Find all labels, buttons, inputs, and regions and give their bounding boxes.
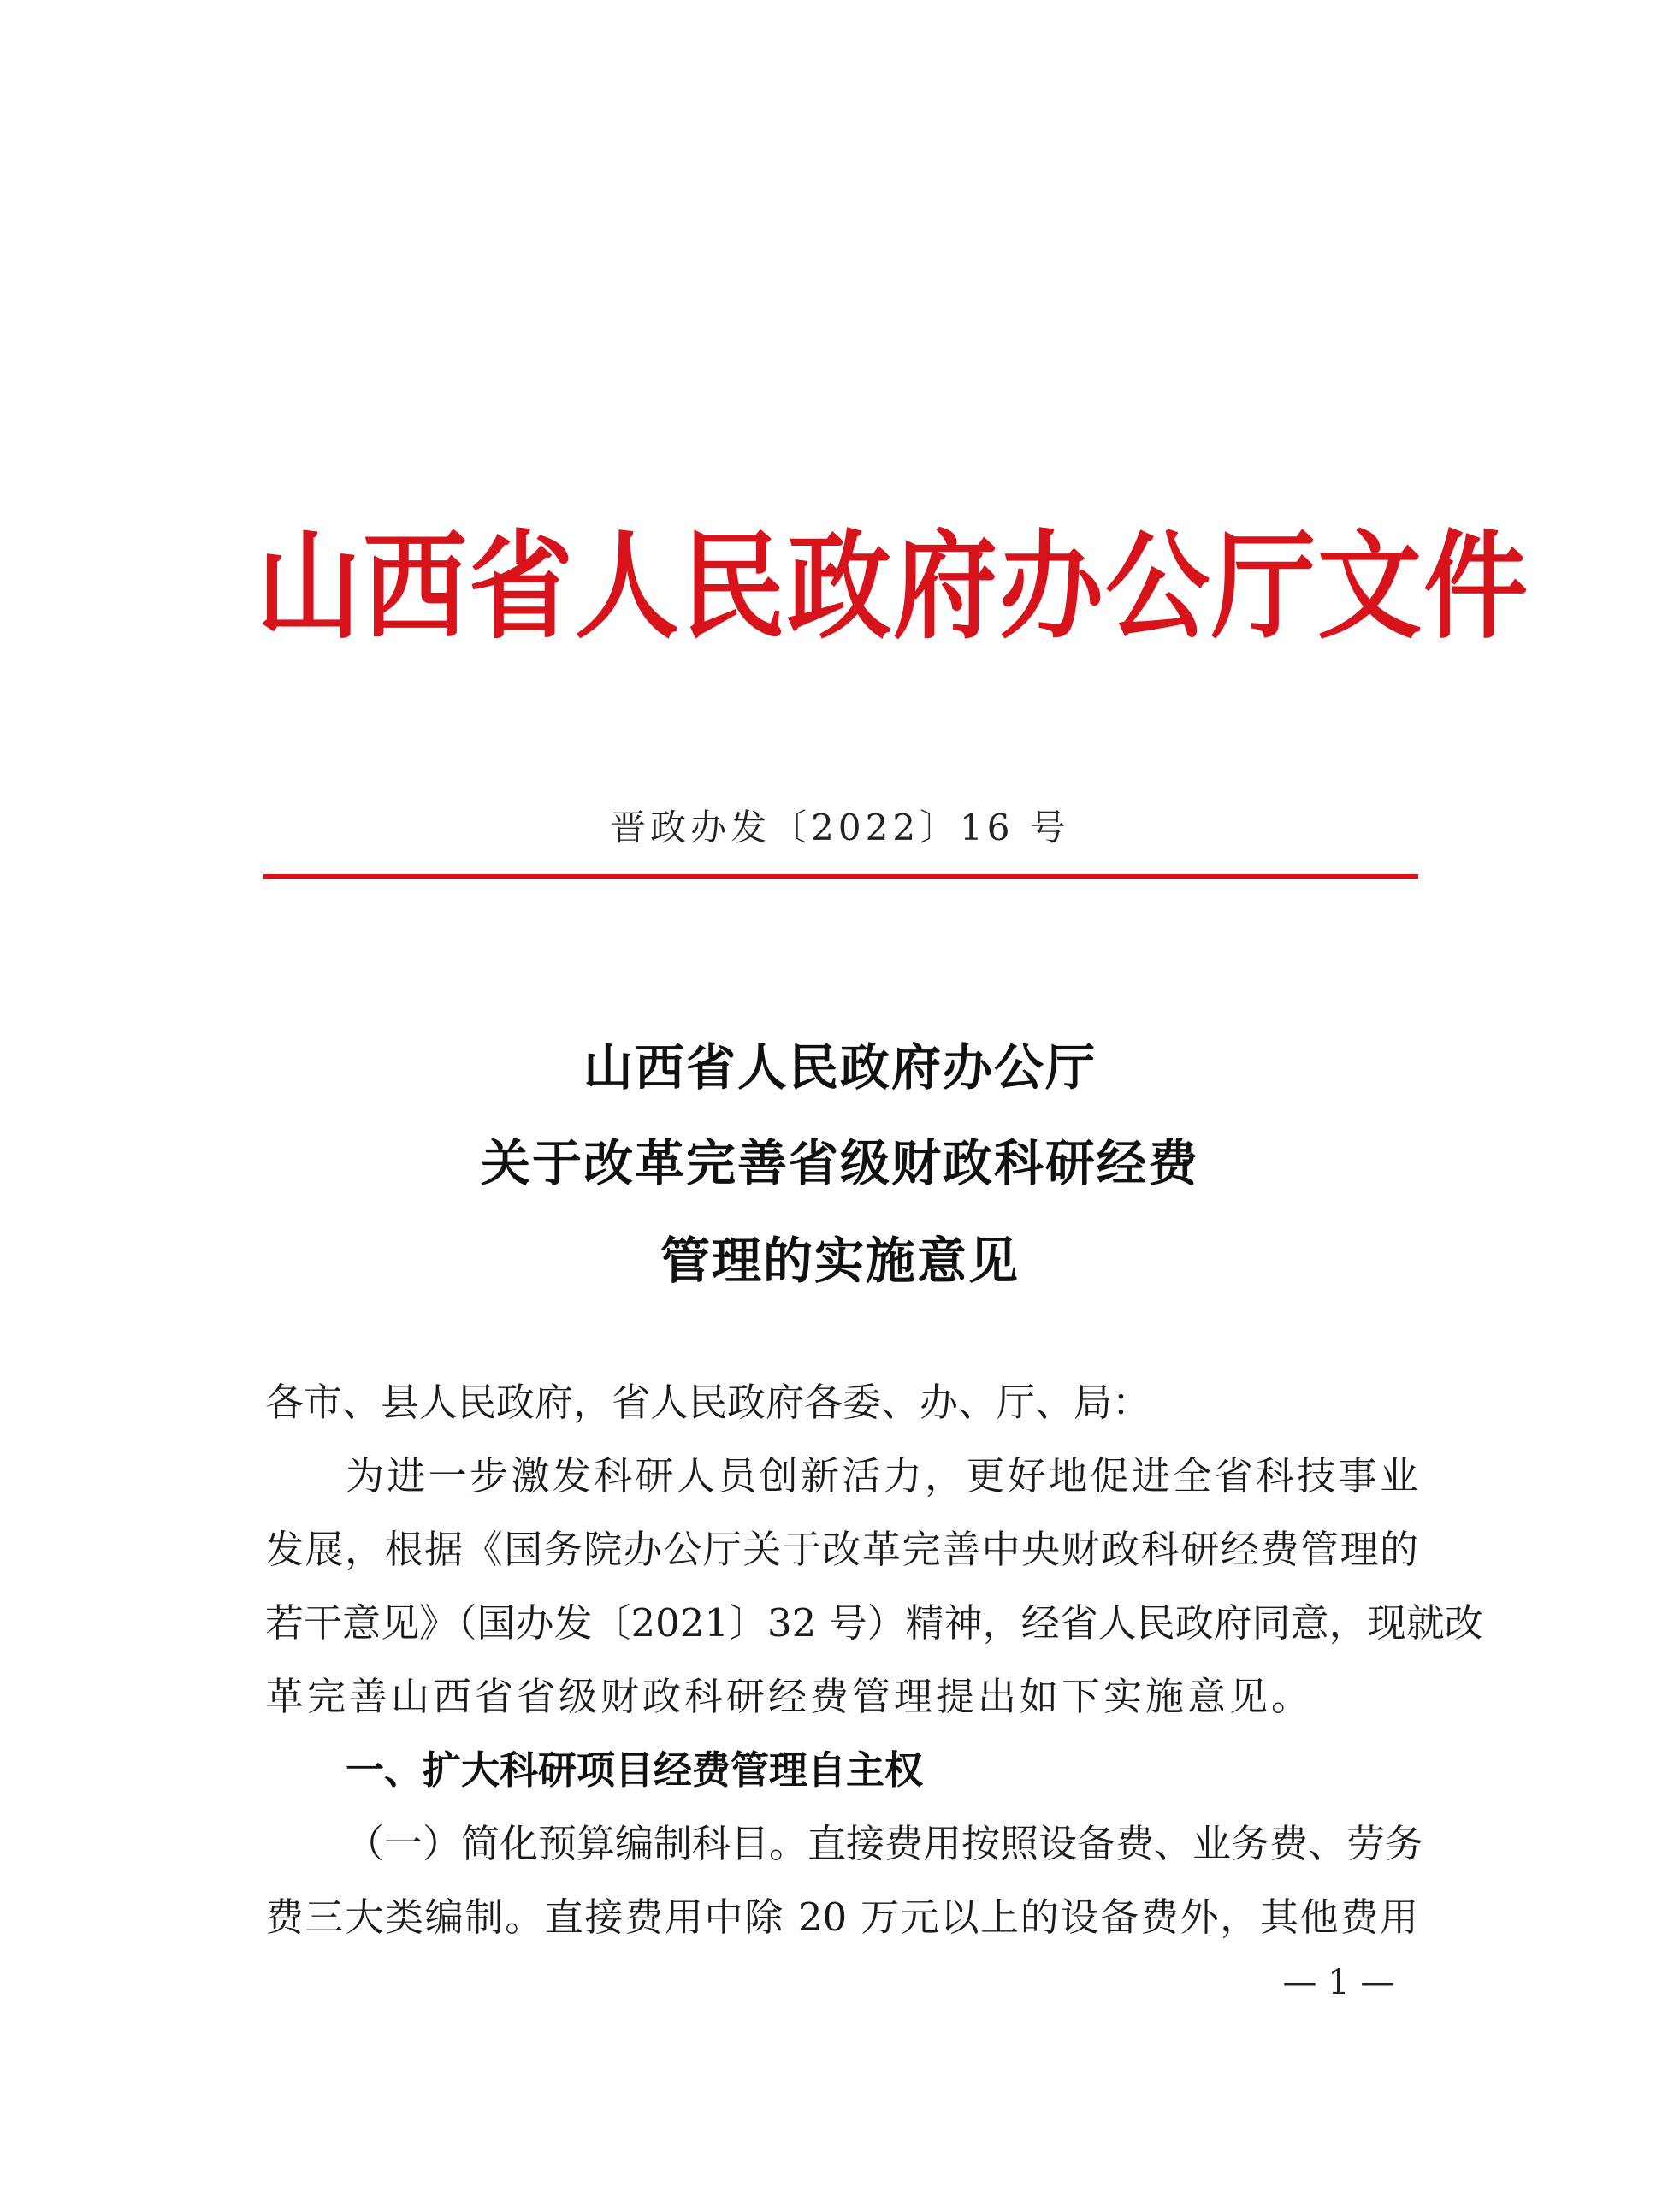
- document-title-line-3: 管理的实施意见: [660, 1232, 1020, 1290]
- addressee: 各市、县人民政府，省人民政府各委、办、厅、局：: [265, 1380, 1151, 1425]
- document-title-line-1: 山西省人民政府办公厅: [583, 1038, 1097, 1096]
- intro-line-2: 发展，根据《国务院办公厅关于改革完善中央财政科研经费管理的: [265, 1527, 1418, 1572]
- intro-line-3: 若干意见》（国办发〔2021〕32 号）精神，经省人民政府同意，现就改: [265, 1600, 1483, 1646]
- intro-line-4: 革完善山西省省级财政科研经费管理提出如下实施意见。: [265, 1674, 1314, 1719]
- section-1-line-2: 费三大类编制。直接费用中除 20 万元以上的设备费外，其他费用: [265, 1894, 1418, 1940]
- page-number: — 1 —: [1282, 1963, 1395, 2002]
- section-1-line-1: （一）简化预算编制科目。直接费用按照设备费、业务费、劳务: [346, 1821, 1424, 1866]
- issuer-banner: 山西省人民政府办公厅文件: [257, 517, 1529, 655]
- red-divider-line: [263, 874, 1418, 879]
- intro-line-1: 为进一步激发科研人员创新活力，更好地促进全省科技事业: [346, 1453, 1418, 1498]
- document-number: 晋政办发〔2022〕16 号: [610, 807, 1070, 848]
- section-1-heading: 一、扩大科研项目经费管理自主权: [346, 1747, 924, 1793]
- document-title-line-2: 关于改革完善省级财政科研经费: [480, 1134, 1199, 1192]
